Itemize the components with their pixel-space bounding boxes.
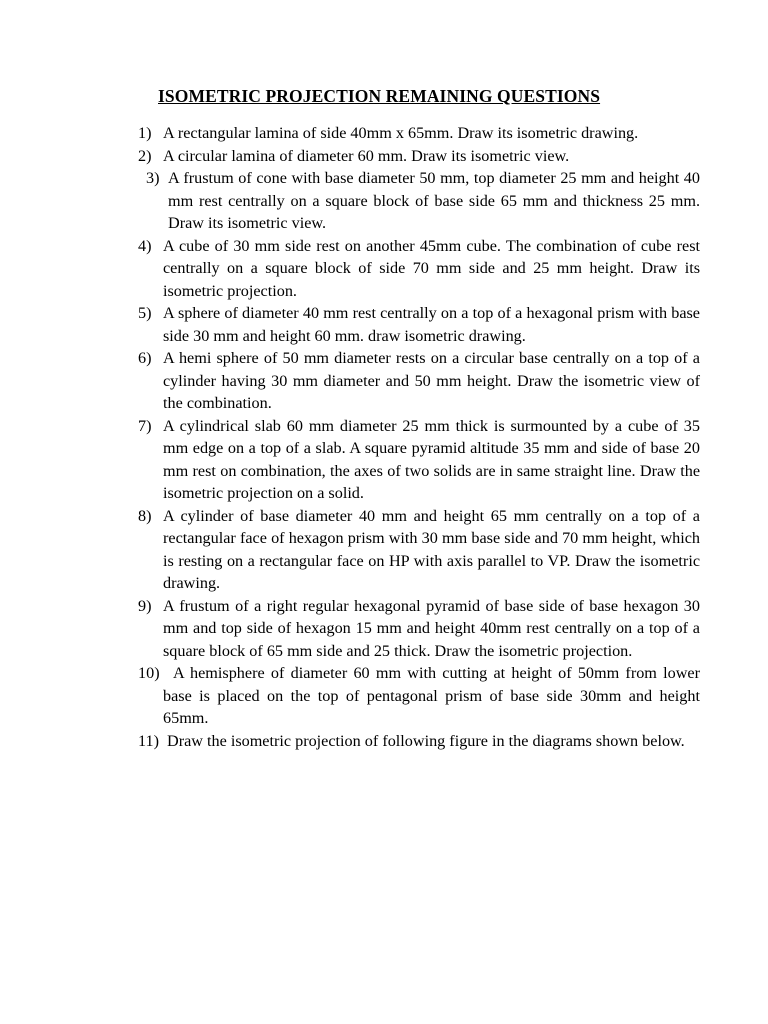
question-text: A circular lamina of diameter 60 mm. Draw its isometric view.	[163, 146, 570, 165]
question-item	[138, 415, 700, 505]
question-number: 10)	[138, 664, 160, 682]
question-item	[138, 347, 700, 415]
question-number: 8)	[138, 506, 152, 525]
question-text: A frustum of cone with base diameter 50 mm, top diameter 25 mm and height 40 mm rest centrally on a square block of base side 65 mm and thickness 25 mm. Draw its isometric view.	[168, 169, 700, 232]
question-item	[138, 595, 700, 663]
question-number: 4)	[138, 236, 152, 255]
question-number: 6)	[138, 349, 152, 367]
question-text: A cube of 30 mm side rest on another 45mm cube. The combination of cube rest centrally on a square block of side 70 mm side and 25 mm height. Draw its isometric projection.	[163, 236, 700, 300]
question-number: 9)	[138, 596, 152, 615]
question-item	[138, 505, 700, 595]
question-item	[138, 167, 700, 235]
question-item	[138, 145, 700, 168]
question-text: A cylindrical slab 60 mm diameter 25 mm thick is surmounted by a cube of 35 mm edge on a top of a slab. A square pyramid altitude 35 mm and side of base 20 mm rest on combination, the axes of two solids are in same straight line. Draw the isometric projection on a solid.	[163, 416, 700, 502]
question-text: A hemi sphere of 50 mm diameter rests on a circular base centrally on a top of a cylinder having 30 mm diameter and 50 mm height. Draw the isometric view of the combination.	[163, 349, 700, 412]
question-item	[138, 235, 700, 303]
question-text: A hemisphere of diameter 60 mm with cutting at height of 50mm from lower base is placed on the top of pentagonal prism of base side 30mm and height 65mm.	[163, 664, 700, 727]
question-number: 5)	[138, 304, 152, 322]
question-number: 11)	[138, 731, 159, 750]
question-item	[138, 122, 700, 145]
question-item	[138, 302, 700, 347]
question-number: 3)	[146, 169, 160, 187]
question-text: A cylinder of base diameter 40 mm and height 65 mm centrally on a top of a rectangular face of hexagon prism with 30 mm base side and 70 mm height, which is resting on a rectangular face on HP with axis parallel to VP. Draw the isometric drawing.	[163, 506, 700, 592]
question-list	[138, 122, 700, 752]
question-text: A rectangular lamina of side 40mm x 65mm. Draw its isometric drawing.	[163, 124, 639, 142]
question-text: A frustum of a right regular hexagonal pyramid of base side of base hexagon 30 mm and top side of hexagon 15 mm and height 40mm rest centrally on a top of a square block of 65 mm side and 25 thick. Draw the isometric projection.	[163, 596, 700, 660]
question-number: 2)	[138, 146, 152, 165]
question-item	[138, 730, 700, 753]
question-item	[138, 662, 700, 730]
question-number: 1)	[138, 124, 152, 142]
document-title: ISOMETRIC PROJECTION REMAINING QUESTIONS	[158, 86, 601, 106]
question-text: Draw the isometric projection of following figure in the diagrams shown below.	[167, 731, 685, 750]
question-text: A sphere of diameter 40 mm rest centrally on a top of a hexagonal prism with base side 30 mm and height 60 mm. draw isometric drawing.	[163, 304, 700, 345]
question-number: 7)	[138, 416, 152, 435]
